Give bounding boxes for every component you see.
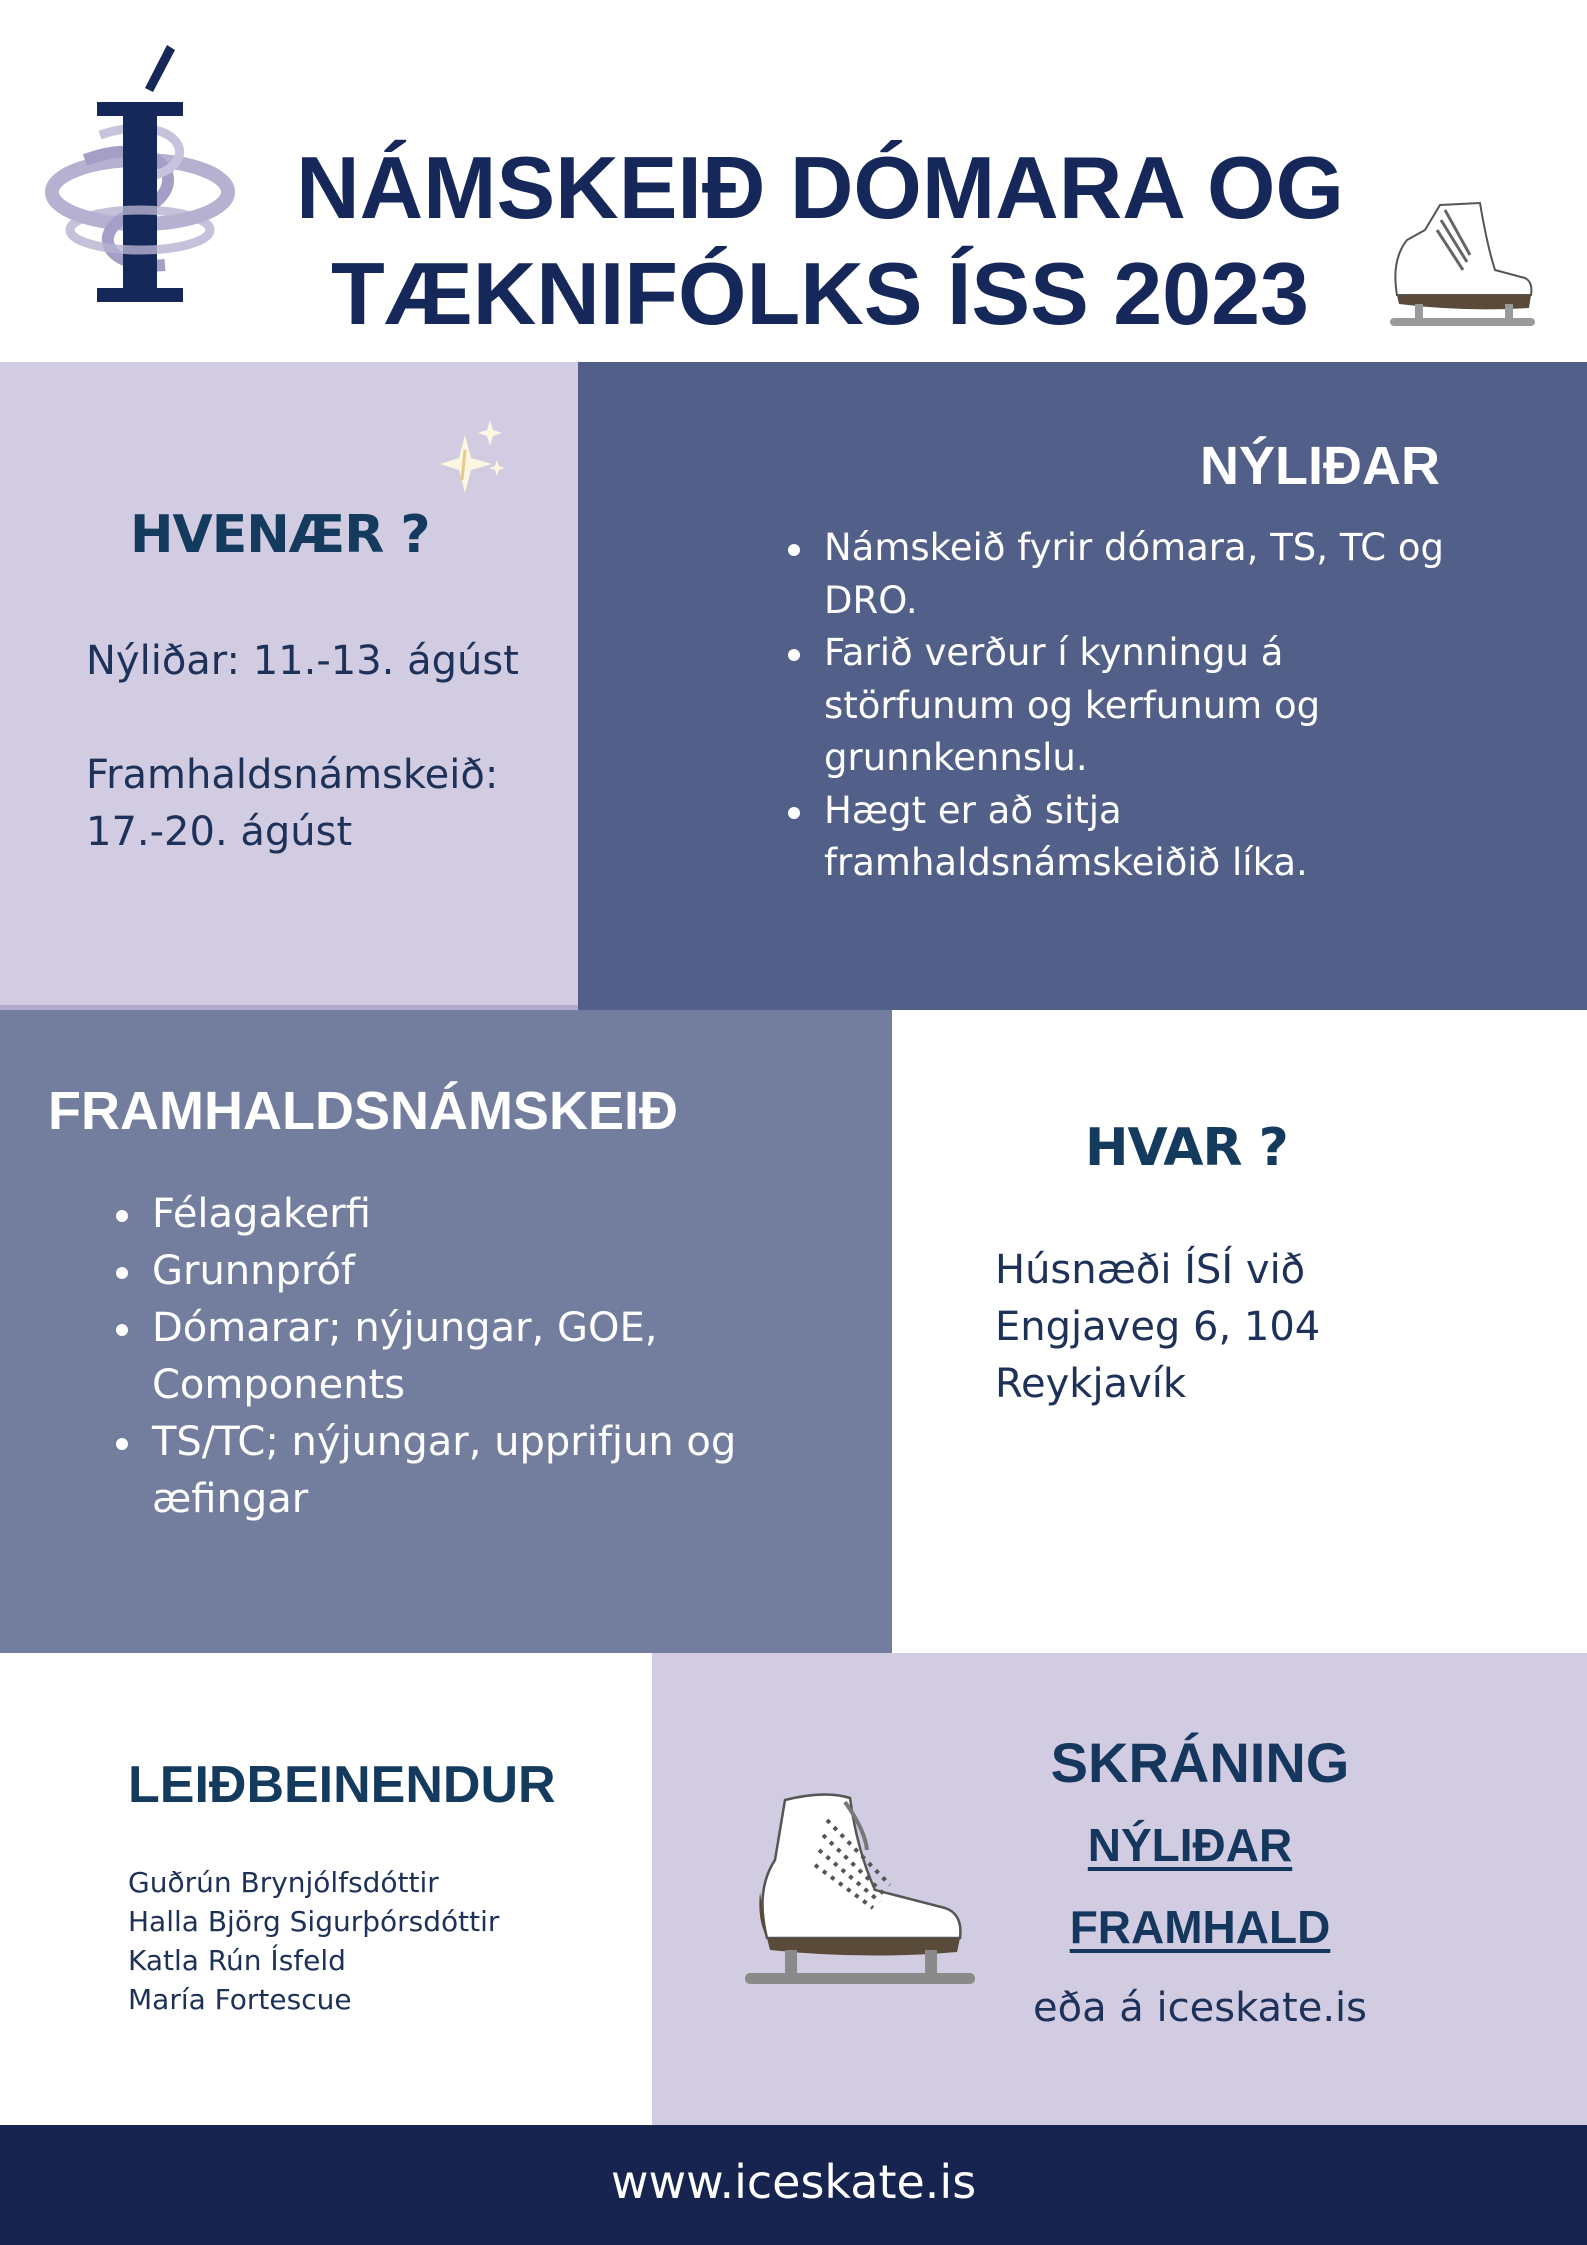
list-item: Dómarar; nýjungar, GOE, Components bbox=[108, 1300, 828, 1414]
list-item: TS/TC; nýjungar, upprifjun og æfingar bbox=[108, 1414, 828, 1528]
title-line-1: NÁMSKEIÐ DÓMARA OG bbox=[296, 138, 1344, 237]
spacer bbox=[86, 690, 566, 747]
instructor-name: Guðrún Brynjólfsdóttir bbox=[128, 1866, 439, 1899]
advanced-list bbox=[108, 1186, 828, 1528]
address-line: Engjaveg 6, 104 bbox=[995, 1304, 1321, 1350]
registration-alt-text: eða á iceskate.is bbox=[1032, 1985, 1368, 2031]
list-item: Félagakerfi bbox=[108, 1186, 828, 1243]
instructor-name: Katla Rún Ísfeld bbox=[128, 1944, 346, 1977]
register-advanced-link[interactable]: FRAMHALD bbox=[1069, 1901, 1331, 1953]
page-title bbox=[240, 135, 1400, 347]
sparkle-icon bbox=[440, 420, 510, 495]
advanced-heading: FRAMHALDSNÁMSKEIÐ bbox=[48, 1081, 678, 1141]
address-line: Reykjavík bbox=[995, 1361, 1187, 1407]
instructors-list bbox=[128, 1863, 628, 2019]
when-advanced-date: 17.-20. ágúst bbox=[86, 809, 353, 855]
when-advanced-label: Framhaldsnámskeið: bbox=[86, 752, 499, 798]
newcomers-list bbox=[780, 522, 1480, 890]
instructor-name: Halla Björg Sigurþórsdóttir bbox=[128, 1905, 500, 1938]
title-line-2: TÆKNIFÓLKS ÍSS 2023 bbox=[330, 244, 1309, 343]
ice-skate-icon bbox=[745, 1790, 975, 1990]
ice-skate-icon bbox=[1385, 200, 1535, 330]
list-item: Farið verður í kynningu á störfunum og kerfunum og grunnkennslu. bbox=[780, 627, 1480, 785]
newcomers-heading: NÝLIÐAR bbox=[1200, 436, 1440, 496]
instructor-name: María Fortescue bbox=[128, 1983, 352, 2016]
registration-heading: SKRÁNING bbox=[1050, 1731, 1350, 1794]
instructors-heading: LEIÐBEINENDUR bbox=[128, 1756, 556, 1814]
address-line: Húsnæði ÍSÍ við bbox=[995, 1247, 1306, 1293]
list-item: Hægt er að sitja framhaldsnámskeiðið líka. bbox=[780, 785, 1480, 890]
iss-logo-icon bbox=[45, 40, 235, 320]
list-item: Grunnpróf bbox=[108, 1243, 828, 1300]
where-heading: HVAR ? bbox=[1085, 1118, 1288, 1178]
when-heading: HVENÆR ? bbox=[130, 505, 430, 565]
register-newcomers-link[interactable]: NÝLIÐAR bbox=[1087, 1819, 1293, 1871]
when-text bbox=[86, 633, 566, 861]
where-address bbox=[995, 1242, 1495, 1413]
list-item: Námskeið fyrir dómara, TS, TC og DRO. bbox=[780, 522, 1480, 627]
when-newcomers-date: Nýliðar: 11.-13. ágúst bbox=[86, 638, 519, 684]
footer-url-link[interactable]: www.iceskate.is bbox=[610, 2155, 977, 2209]
